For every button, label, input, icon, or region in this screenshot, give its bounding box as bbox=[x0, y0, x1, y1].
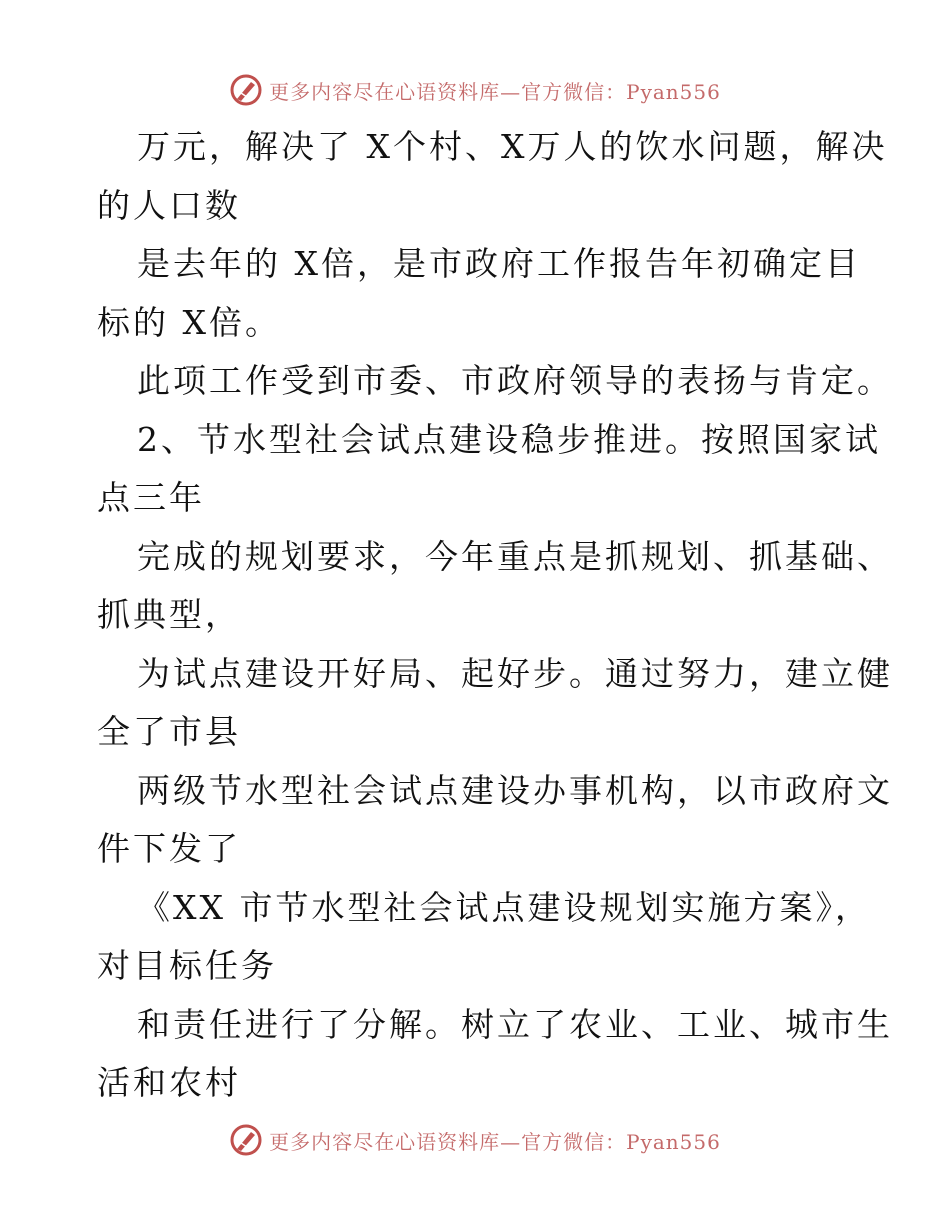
text-line: 标的 X倍。 bbox=[97, 302, 281, 342]
text-line: 为试点建设开好局、起好步。通过努力，建立健 bbox=[137, 653, 893, 693]
text-line: 《XX 市节水型社会试点建设规划实施方案》， bbox=[137, 887, 871, 927]
footer-watermark-banner bbox=[0, 1120, 950, 1160]
text-line: 两级节水型社会试点建设办事机构，以市政府文 bbox=[137, 770, 893, 810]
document-body bbox=[97, 118, 893, 1113]
text-line: 全了市县 bbox=[97, 712, 241, 751]
text-line: 和责任进行了分解。树立了农业、工业、城市生 bbox=[137, 1004, 893, 1044]
text-line: 的人口数 bbox=[97, 185, 241, 225]
text-line: 件下发了 bbox=[97, 829, 241, 868]
text-line: 是去年的 X倍，是市政府工作报告年初确定目 bbox=[137, 244, 861, 283]
quill-pen-logo-icon bbox=[229, 73, 263, 107]
text-line: 2、节水型社会试点建设稳步推进。按照国家试 bbox=[137, 419, 881, 459]
text-line: 此项工作受到市委、市政府领导的表扬与肯定。 bbox=[137, 361, 893, 400]
text-line: 万元，解决了 X个村、X万人的饮水问题，解决 bbox=[137, 127, 888, 166]
text-line: 点三年 bbox=[97, 478, 205, 517]
banner-text: 更多内容尽在心语资料库—官方微信：Pyan556 bbox=[269, 1129, 721, 1154]
banner-text: 更多内容尽在心语资料库—官方微信：Pyan556 bbox=[269, 79, 721, 104]
text-line: 完成的规划要求，今年重点是抓规划、抓基础、 bbox=[137, 536, 893, 576]
text-line: 活和农村 bbox=[97, 1063, 241, 1102]
text-line: 抓典型， bbox=[97, 595, 241, 634]
quill-pen-logo-icon bbox=[229, 1123, 263, 1157]
header-watermark-banner bbox=[0, 70, 950, 110]
text-line: 对目标任务 bbox=[97, 946, 277, 985]
